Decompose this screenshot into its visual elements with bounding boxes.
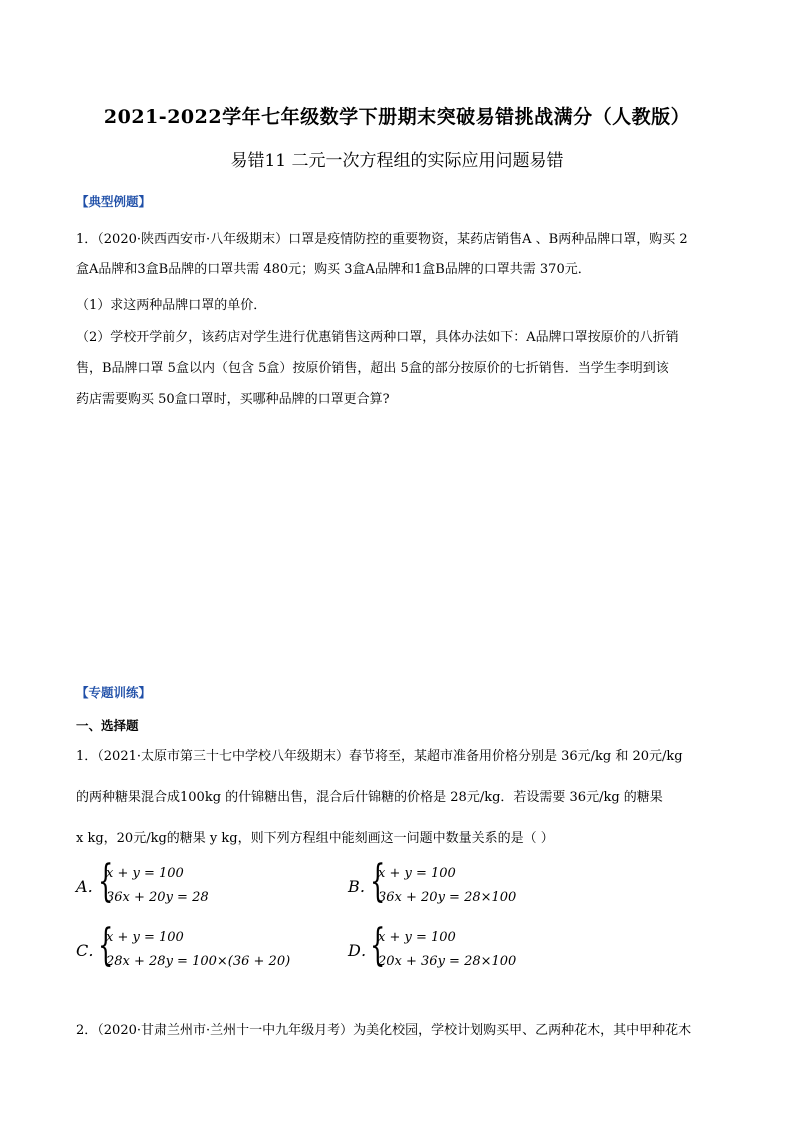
option-c-label: C．	[76, 941, 105, 960]
option-c-brace: {	[98, 920, 114, 971]
training-section-label: 【专题训练】	[76, 685, 152, 700]
option-d-eq2: 20x + 36y = 28×100	[378, 954, 517, 969]
option-c-eq1: x + y = 100	[106, 930, 184, 945]
page-subtitle: 易错11 二元一次方程组的实际应用问题易错	[230, 151, 564, 171]
example1-question1: （1）求这两种品牌口罩的单价．	[76, 298, 267, 313]
option-b-brace: {	[370, 856, 386, 907]
problem2-line1: 2．（2020·甘肃兰州市·兰州十一中九年级月考）为美化校园，学校计划购买甲、乙两种花木，其中甲种花木	[76, 1023, 692, 1038]
option-d-label: D．	[348, 941, 377, 960]
choice-part-label: 一、选择题	[76, 718, 139, 733]
option-b-eq2: 36x + 20y = 28×100	[378, 890, 517, 905]
example1-question2-line2: 售，B品牌口罩 5盒以内（包含 5盒）按原价销售，超出 5盒的部分按原价的七折销售．当学生李明到该	[76, 361, 669, 376]
option-a-label: A．	[76, 877, 104, 896]
page-title: 2021-2022学年七年级数学下册期末突破易错挑战满分（人教版）	[103, 106, 691, 128]
option-d-brace: {	[370, 920, 386, 971]
problem1-line3: x kg，20元/kg的糖果 y kg，则下列方程组中能刻画这一问题中数量关系的是（ ）	[76, 831, 554, 846]
option-b-eq1: x + y = 100	[378, 866, 456, 881]
option-d[interactable]	[348, 920, 608, 976]
example1-line2: 盒A品牌和3盒B品牌的口罩共需 480元；购买 3盒A品牌和1盒B品牌的口罩共需 370元．	[76, 262, 591, 277]
option-a[interactable]	[76, 856, 336, 912]
option-b[interactable]	[348, 856, 608, 912]
example-section-label: 【典型例题】	[76, 194, 152, 209]
option-c[interactable]	[76, 920, 336, 976]
problem1-line1: 1．（2021·太原市第三十七中学校八年级期末）春节将至，某超市准备用价格分别是 36元/kg 和 20元/kg	[76, 749, 683, 764]
option-a-eq1: x + y = 100	[106, 866, 184, 881]
option-b-label: B．	[348, 877, 376, 896]
problem1-line2: 的两种糖果混合成100kg 的什锦糖出售，混合后什锦糖的价格是 28元/kg．若设需要 36元/kg 的糖果	[76, 790, 663, 805]
example1-question2-line3: 药店需要购买 50盒口罩时，买哪种品牌的口罩更合算?	[76, 392, 390, 407]
option-a-brace: {	[98, 856, 114, 907]
option-d-eq1: x + y = 100	[378, 930, 456, 945]
example1-question2-line1: （2）学校开学前夕，该药店对学生进行优惠销售这两种口罩，具体办法如下：A品牌口罩按原价的八折销	[76, 330, 679, 345]
example1-line1: 1．（2020·陕西西安市·八年级期末）口罩是疫情防控的重要物资，某药店销售A 、B两种品牌口罩，购买 2	[76, 232, 688, 247]
option-c-eq2: 28x + 28y = 100×(36 + 20)	[106, 954, 291, 969]
option-a-eq2: 36x + 20y = 28	[106, 890, 209, 905]
